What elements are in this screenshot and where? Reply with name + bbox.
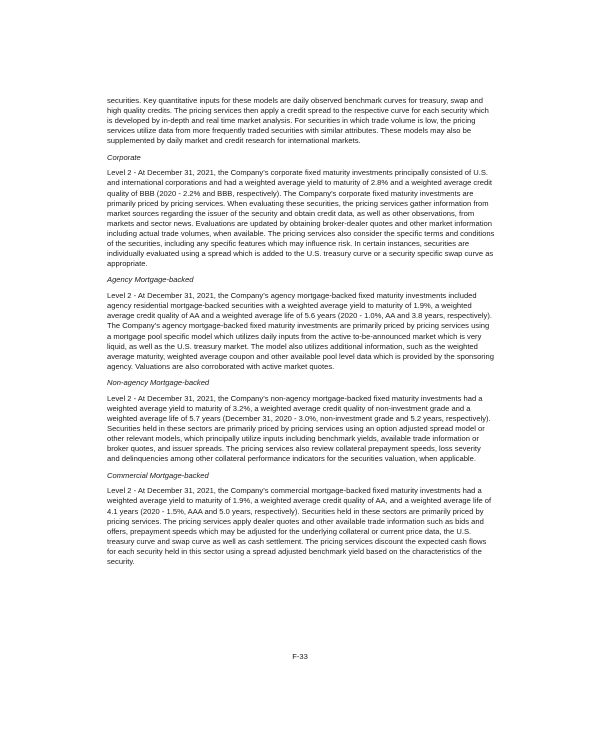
section-non-agency-mortgage-backed — [107, 378, 495, 464]
intro-paragraph: securities. Key quantitative inputs for these models are daily observed benchmark curves for treasury, swap and high quality credits. The pricing services then apply a credit spread to the respective curve for each security which is developed by in-depth and real time market analysis. For securities in which trade volume is low, the pricing services utilize data from more frequently traded securities with similar attributes. These models may also be supplemented by daily market and credit research for international markets. — [107, 96, 489, 146]
section-agency-mortgage-backed — [107, 275, 495, 371]
section-body-agency-mortgage-backed: Level 2 - At December 31, 2021, the Company’s agency mortgage-backed fixed maturity investments included agency residential mortgage-backed securities with a weighted average yield to maturity of 1.9%, a weighted average credit quality of AA and a weighted average life of 5.6 years (2020 - 1.0%, AA and 3.8 years, respectively). The Company’s agency mortgage-backed fixed maturity investments are primarily priced by pricing services using a mortgage pool specific model which utilizes daily inputs from the active to-be-announced market which is very liquid, as well as the U.S. treasury market. The model also utilizes additional information, such as the weighted average maturity, weighted average coupon and other available pool level data which is provided by the sponsoring agency. Valuations are also corroborated with active market quotes. — [107, 291, 494, 371]
section-body-commercial-mortgage-backed: Level 2 - At December 31, 2021, the Company’s commercial mortgage-backed fixed maturity investments had a weighted average yield to maturity of 1.9%, a weighted average credit quality of AA, and a weighted average life of 4.1 years (2020 - 1.5%, AAA and 5.0 years, respectively). Securities held in these sectors are primarily priced by pricing services. The pricing services apply dealer quotes and other available trade information such as bids and offers, prepayment speeds which may be adjusted for the underlying collateral or current price data, the U.S. treasury curve and swap curve as well as cash settlement. The pricing services discount the expected cash flows for each security held in this sector using a spread adjusted benchmark yield based on the characteristics of the security. — [107, 486, 492, 566]
section-heading-non-agency-mortgage-backed: Non-agency Mortgage-backed — [107, 378, 210, 388]
section-body-corporate: Level 2 - At December 31, 2021, the Company’s corporate fixed maturity investments principally consisted of U.S. and international corporations and had a weighted average yield to maturity of 2.8% and a weighted average credit quality of BBB (2020 - 2.2% and BBB, respectively). The Company’s corporate fixed maturity investments are primarily priced by pricing services. When evaluating these securities, the pricing services gather information from market sources regarding the issuer of the security and obtain credit data, as well as other observations, from markets and sector news. Evaluations are updated by obtaining broker-dealer quotes and other market information including actual trade volumes, when available. The pricing services also consider the specific terms and conditions of the securities, including any specific features which may influence risk. In certain instances, securities are individually evaluated using a spread which is added to the U.S. treasury curve or a security specific swap curve as appropriate. — [107, 168, 495, 269]
section-corporate — [107, 153, 495, 270]
section-body-non-agency-mortgage-backed: Level 2 - At December 31, 2021, the Company’s non-agency mortgage-backed fixed maturity investments had a weighted average yield to maturity of 3.2%, a weighted average credit quality of non-investment grade and a weighted average life of 5.7 years (December 31, 2020 - 3.0%, non-investment grade and 5.2 years, respectively). Securities held in these sectors are primarily priced by pricing services using an option adjusted spread model or other relevant models, which principally utilize inputs including benchmark yields, available trade information or broker quotes, and issuer spreads. The pricing services also review collateral prepayment speeds, loss severity and delinquencies among other collateral performance indicators for the securities valuation, when applicable. — [107, 393, 491, 464]
section-heading-corporate: Corporate — [107, 152, 141, 162]
document-body — [107, 96, 495, 573]
section-commercial-mortgage-backed — [107, 471, 495, 567]
page-number: F-33 — [292, 652, 308, 661]
section-heading-agency-mortgage-backed: Agency Mortgage-backed — [107, 275, 194, 285]
section-heading-commercial-mortgage-backed: Commercial Mortgage-backed — [107, 470, 209, 480]
